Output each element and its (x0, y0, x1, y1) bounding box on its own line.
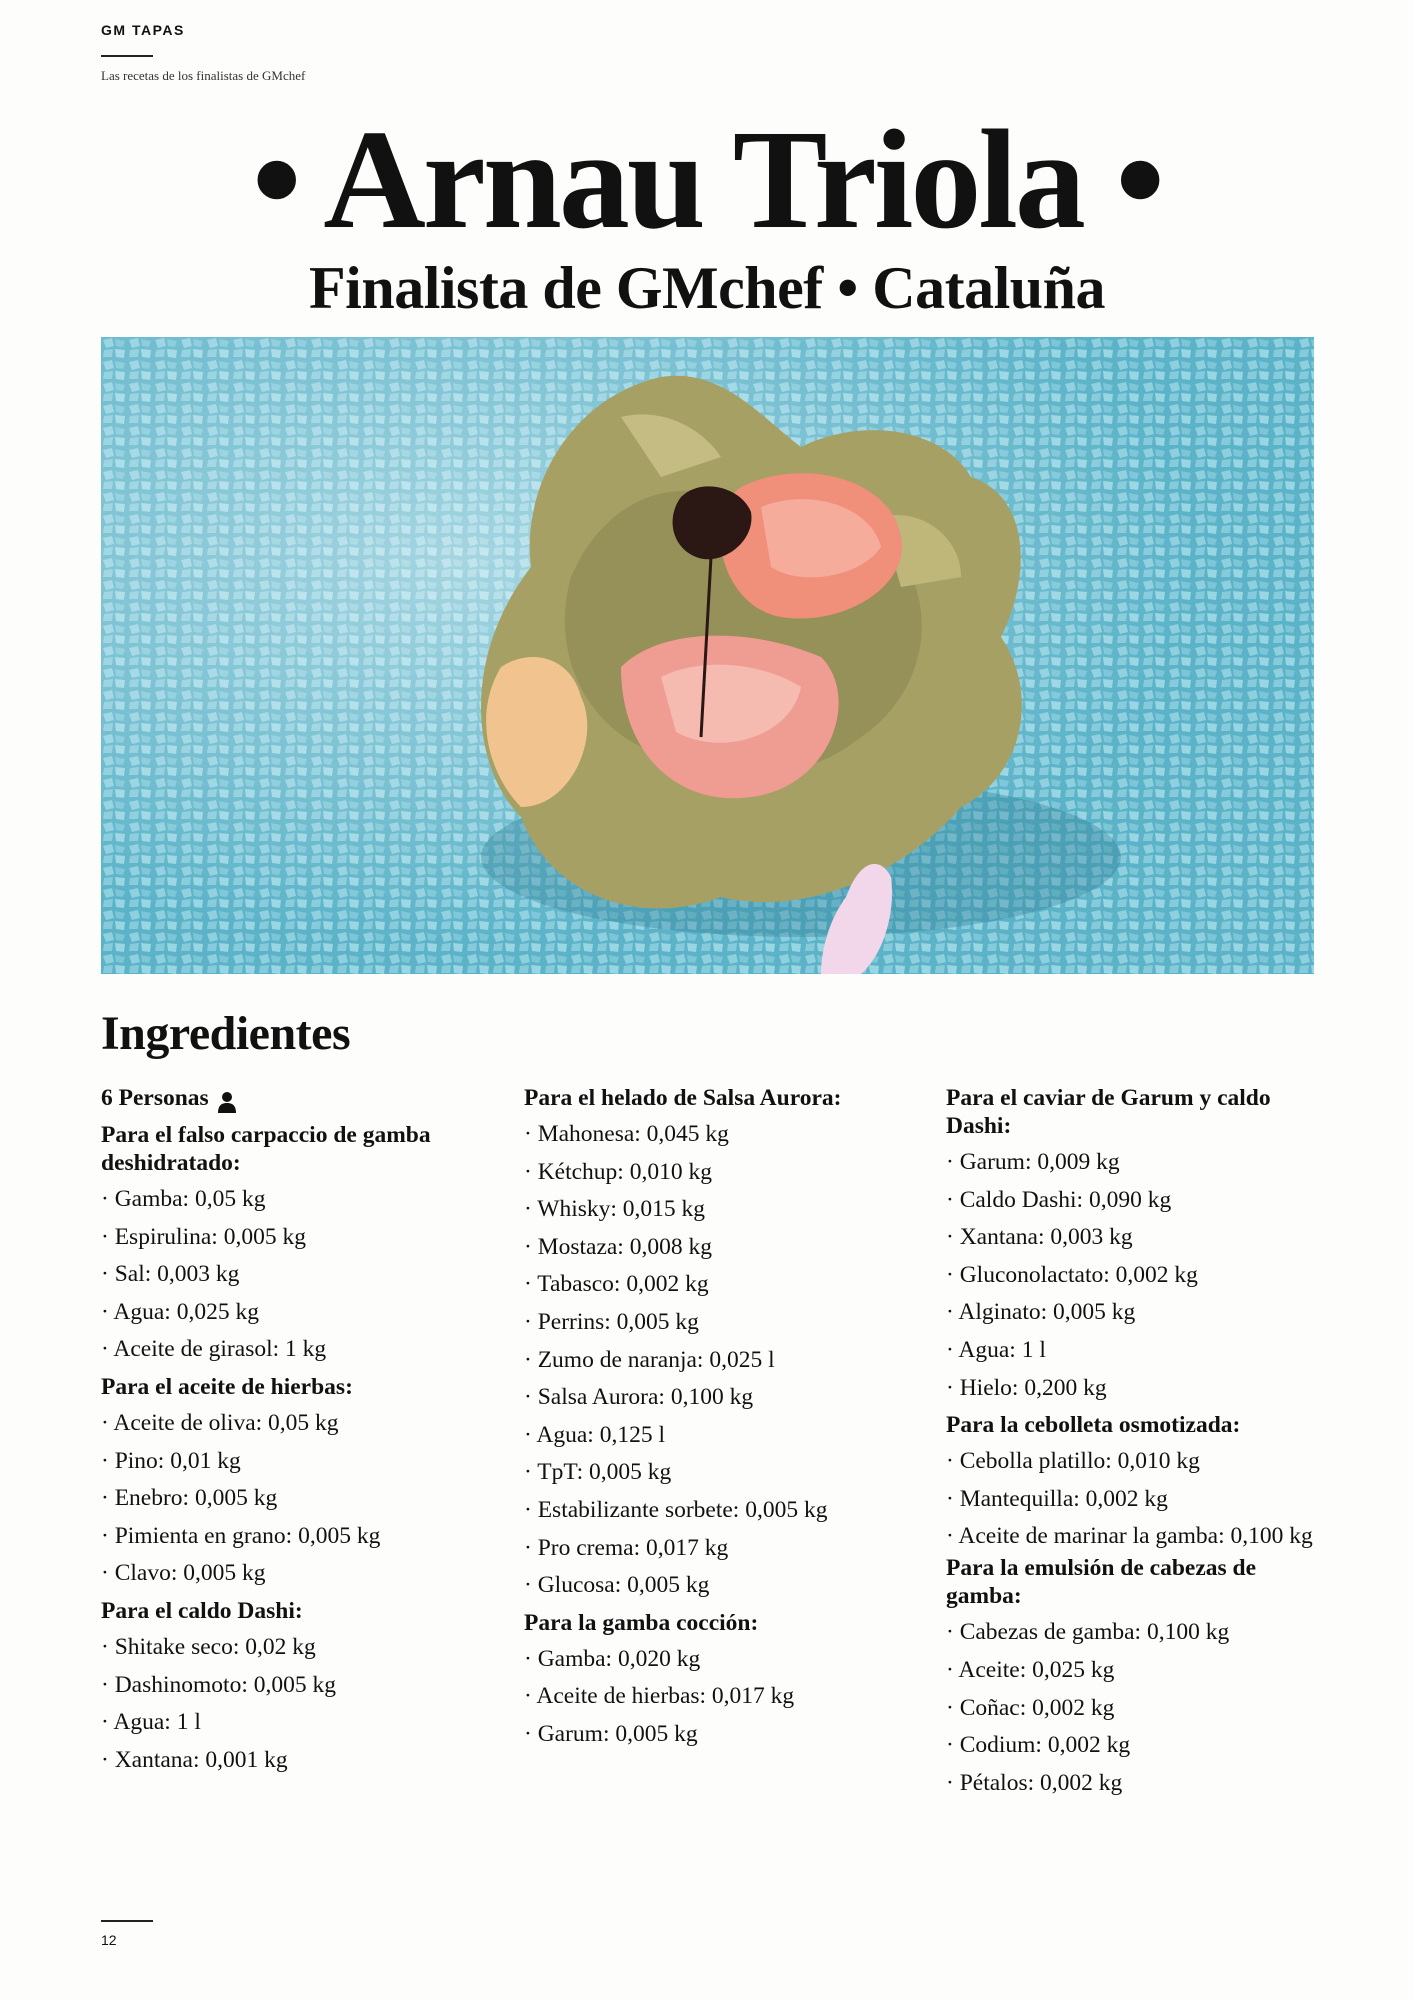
ingredient-item: · Clavo: 0,005 kg (101, 1560, 266, 1587)
ingredient-item: · Salsa Aurora: 0,100 kg (524, 1384, 754, 1411)
group-heading: Para la gamba cocción: (524, 1609, 759, 1636)
ingredient-item: · Agua: 1 l (946, 1336, 1046, 1363)
ingredient-item: · Cabezas de gamba: 0,100 kg (946, 1619, 1230, 1646)
ingredient-item: · Pétalos: 0,002 kg (946, 1769, 1123, 1796)
ingredient-item: · Aceite de oliva: 0,05 kg (101, 1409, 339, 1436)
group-heading: Para la emulsión de cabezas de gamba: (946, 1555, 1257, 1610)
ingredient-item: · Mostaza: 0,008 kg (524, 1233, 712, 1260)
servings-label: 6 Personas (101, 1085, 209, 1111)
ingredient-item: · Shitake seco: 0,02 kg (101, 1633, 316, 1660)
person-icon (217, 1088, 237, 1110)
ingredient-item: · Aceite de girasol: 1 kg (101, 1336, 327, 1363)
ingredient-item: · Pino: 0,01 kg (101, 1447, 241, 1474)
ingredient-item: · Gamba: 0,05 kg (101, 1186, 266, 1212)
ingredient-item: · Kétchup: 0,010 kg (524, 1158, 712, 1185)
ingredient-item: · Pro crema: 0,017 kg (524, 1534, 729, 1561)
group-heading: Para el falso carpaccio de gamba deshidratado: (101, 1122, 431, 1176)
ingredient-item: · Agua: 0,025 kg (101, 1298, 259, 1325)
ingredient-item: · Tabasco: 0,002 kg (524, 1271, 709, 1298)
ingredient-item: · Whisky: 0,015 kg (524, 1196, 706, 1223)
ingredient-item: · Gamba: 0,020 kg (524, 1645, 701, 1672)
ingredient-item: · Mahonesa: 0,045 kg (524, 1121, 729, 1147)
ingredient-item: · Sal: 0,003 kg (101, 1261, 240, 1288)
group-heading: Para el aceite de hierbas: (101, 1373, 353, 1400)
footer-divider (101, 1920, 153, 1922)
ingredient-item: · Zumo de naranja: 0,025 l (524, 1346, 775, 1373)
ingredient-item: · Mantequilla: 0,002 kg (946, 1485, 1168, 1512)
page-title: • Arnau Triola • (251, 100, 1163, 258)
header-divider (101, 55, 153, 57)
page-subtitle: Finalista de GMchef • Cataluña (309, 255, 1105, 321)
ingredient-item: · Gluconolactato: 0,002 kg (946, 1261, 1198, 1288)
ingredient-item: · Aceite de marinar la gamba: 0,100 kg (946, 1523, 1313, 1550)
ingredient-item: · Caldo Dashi: 0,090 kg (946, 1186, 1172, 1213)
section-subtitle: Las recetas de los finalistas de GMchef (101, 68, 306, 83)
servings (101, 1080, 476, 1117)
group-heading: Para el helado de Salsa Aurora: (524, 1085, 842, 1111)
group-heading: Para el caviar de Garum y caldo Dashi: (946, 1085, 1271, 1139)
group-heading: Para la cebolleta osmotizada: (946, 1412, 1241, 1439)
ingredient-item: · Alginato: 0,005 kg (946, 1299, 1136, 1326)
ingredient-item: · Estabilizante sorbete: 0,005 kg (524, 1496, 828, 1523)
ingredient-item: · Dashinomoto: 0,005 kg (101, 1671, 336, 1698)
section-label: GM TAPAS (101, 22, 185, 38)
dish-photo-illustration (101, 337, 1314, 974)
ingredient-item: · Garum: 0,005 kg (524, 1720, 698, 1747)
ingredient-item: · Aceite: 0,025 kg (946, 1656, 1115, 1683)
ingredients-column-2 (524, 1080, 904, 1754)
ingredients-column-3 (946, 1080, 1316, 1802)
ingredient-item: · Coñac: 0,002 kg (946, 1694, 1115, 1721)
group-heading: Para el caldo Dashi: (101, 1597, 303, 1624)
ingredient-item: · Xantana: 0,001 kg (101, 1746, 288, 1773)
ingredient-item: · Agua: 1 l (101, 1709, 201, 1736)
ingredient-item: · Glucosa: 0,005 kg (524, 1572, 710, 1599)
ingredient-item: · Hielo: 0,200 kg (946, 1374, 1107, 1401)
ingredient-item: · Enebro: 0,005 kg (101, 1485, 278, 1512)
ingredient-item: · Aceite de hierbas: 0,017 kg (524, 1683, 795, 1710)
ingredients-heading: Ingredientes (101, 1007, 351, 1060)
ingredient-item: · TpT: 0,005 kg (524, 1459, 672, 1486)
ingredient-item: · Perrins: 0,005 kg (524, 1308, 699, 1335)
page-number: 12 (101, 1932, 117, 1948)
ingredient-item: · Pimienta en grano: 0,005 kg (101, 1522, 381, 1549)
ingredient-item: · Espirulina: 0,005 kg (101, 1223, 306, 1250)
ingredient-item: · Codium: 0,002 kg (946, 1732, 1131, 1759)
ingredient-item: · Cebolla platillo: 0,010 kg (946, 1448, 1200, 1475)
dish-photo (101, 337, 1314, 974)
ingredient-item: · Xantana: 0,003 kg (946, 1224, 1133, 1251)
ingredient-item: · Agua: 0,125 l (524, 1421, 665, 1448)
ingredient-item: · Garum: 0,009 kg (946, 1149, 1120, 1175)
ingredients-column-1 (101, 1080, 476, 1779)
